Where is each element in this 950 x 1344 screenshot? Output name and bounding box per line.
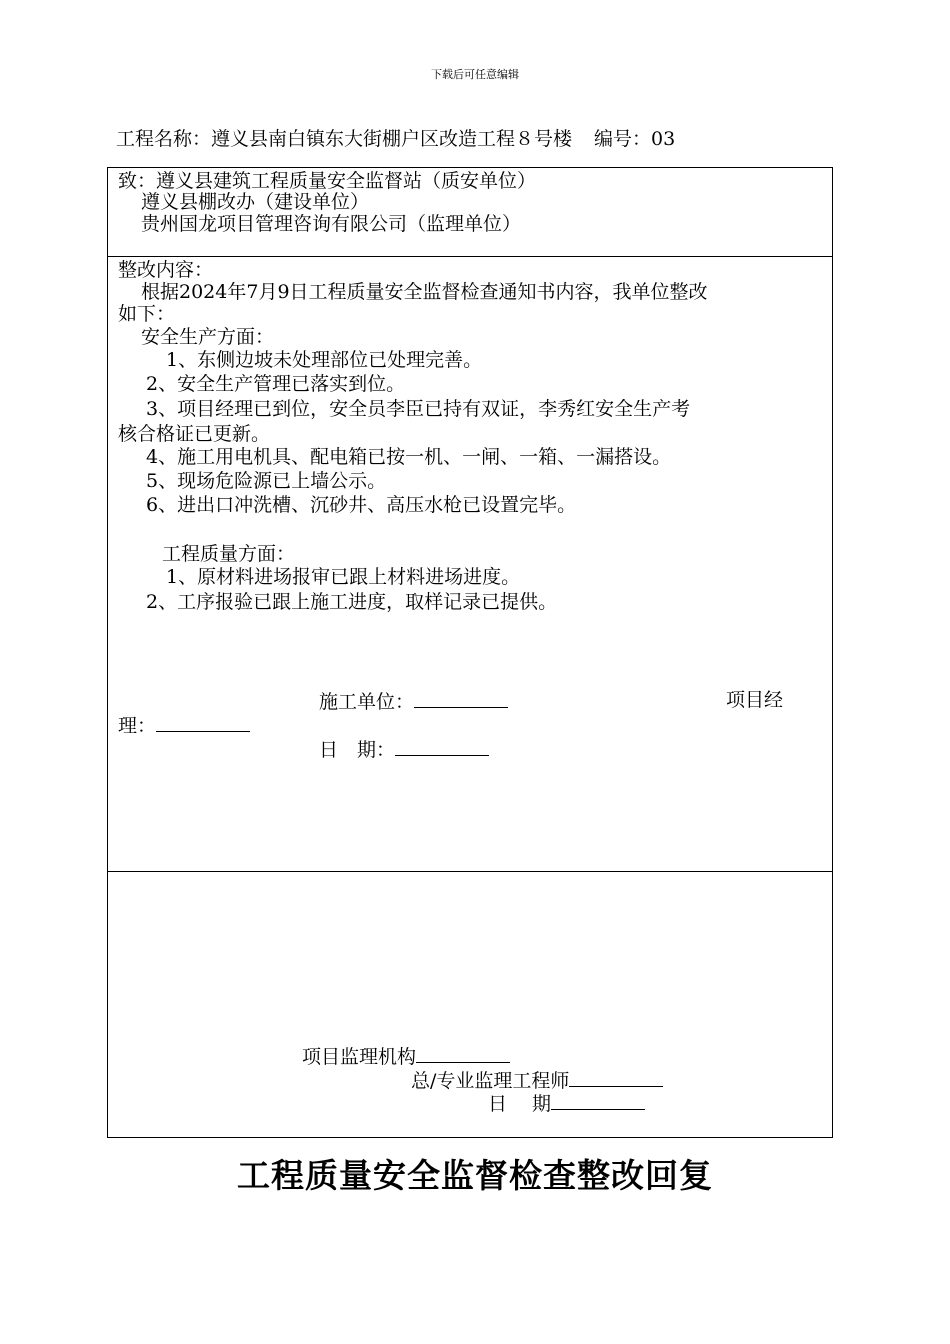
- safety-item: 2、安全生产管理已落实到位。: [146, 373, 406, 395]
- contractor-label: 施工单位：: [319, 691, 415, 713]
- divider-recipients: [107, 256, 833, 257]
- contractor-blank[interactable]: [414, 689, 508, 708]
- safety-item-continued: 核合格证已更新。: [118, 423, 271, 445]
- header-note: 下载后可任意编辑: [431, 68, 519, 81]
- content-heading: 整改内容：: [118, 259, 214, 281]
- project-manager-signature: [118, 713, 250, 738]
- date-label: 日 期：: [319, 739, 396, 761]
- quality-heading: 工程质量方面：: [162, 543, 296, 565]
- document-title: 工程质量安全监督检查整改回复: [237, 1156, 713, 1195]
- supervision-date: [488, 1091, 645, 1116]
- safety-heading: 安全生产方面：: [141, 326, 275, 348]
- safety-item: 6、进出口冲洗槽、沉砂井、高压水枪已设置完毕。: [146, 494, 577, 516]
- supervision-org: [302, 1044, 510, 1069]
- content-intro-continued: 如下：: [118, 303, 176, 325]
- safety-item: 3、项目经理已到位，安全员李臣已持有双证，李秀红安全生产考: [146, 398, 691, 420]
- reply-form-frame: [107, 167, 833, 1138]
- supervision-org-label: 项目监理机构: [302, 1046, 417, 1068]
- supervision-date-label: 日 期: [488, 1093, 552, 1115]
- project-name: 工程名称：遵义县南白镇东大街棚户区改造工程８号楼: [116, 128, 573, 150]
- project-manager-label: 项目经: [726, 689, 784, 711]
- content-intro: 根据2024年7月9日工程质量安全监督检查通知书内容，我单位整改: [141, 281, 708, 303]
- recipient-quality-station: 致：遵义县建筑工程质量安全监督站（质安单位）: [118, 170, 537, 192]
- supervision-date-blank[interactable]: [551, 1091, 645, 1110]
- contractor-date: [319, 737, 489, 762]
- quality-item: 1、原材料进场报审已跟上材料进场进度。: [166, 566, 521, 588]
- supervision-engineer-label: 总/专业监理工程师: [411, 1070, 570, 1092]
- safety-item: 4、施工用电机具、配电箱已按一机、一闸、一箱、一漏搭设。: [146, 446, 672, 468]
- safety-item: 5、现场危险源已上墙公示。: [146, 470, 387, 492]
- quality-item: 2、工序报验已跟上施工进度，取样记录已提供。: [146, 591, 558, 613]
- supervision-org-blank[interactable]: [416, 1044, 510, 1063]
- date-blank[interactable]: [395, 737, 489, 756]
- divider-supervision: [107, 871, 833, 872]
- recipient-construction-unit: 遵义县棚改办（建设单位）: [141, 191, 370, 213]
- project-info-line: [116, 124, 675, 151]
- document-number: 编号：03: [594, 128, 676, 150]
- project-manager-label-continued: 理：: [118, 715, 157, 737]
- project-manager-blank[interactable]: [156, 713, 250, 732]
- supervision-engineer-blank[interactable]: [569, 1068, 663, 1087]
- recipient-supervision-unit: 贵州国龙项目管理咨询有限公司（监理单位）: [141, 213, 522, 235]
- safety-item: 1、东侧边坡未处理部位已处理完善。: [166, 349, 483, 371]
- supervision-engineer: [411, 1068, 663, 1093]
- contractor-signature: [319, 689, 508, 714]
